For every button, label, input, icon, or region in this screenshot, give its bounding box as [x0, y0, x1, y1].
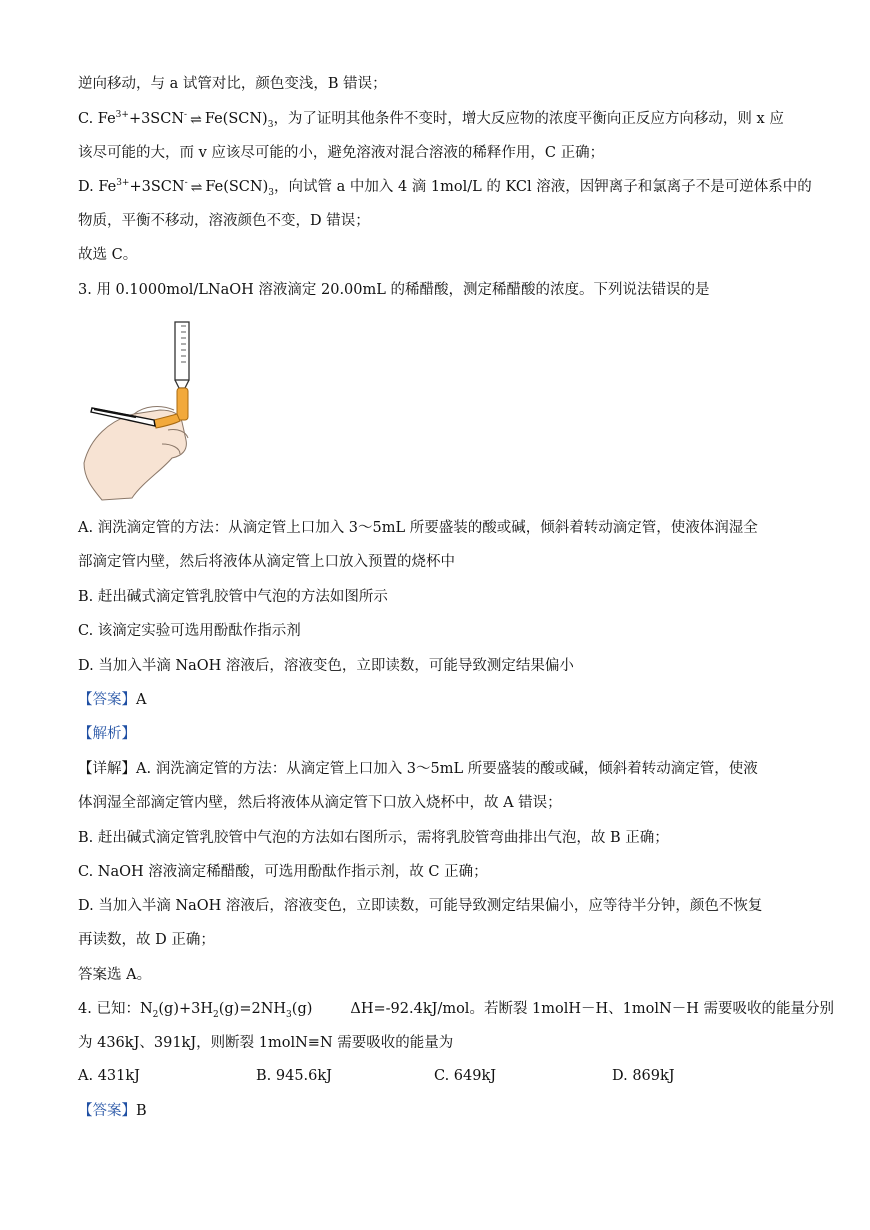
- detail-tag: 【详解】: [78, 761, 136, 777]
- text-fragment: C. Fe: [78, 111, 116, 127]
- text-fragment: +3SCN: [128, 111, 185, 127]
- superscript: -: [184, 110, 188, 121]
- option-b: B. 945.6kJ: [256, 1068, 332, 1084]
- answer-line: [78, 690, 794, 710]
- question-4-stem-line-2: 为 436kJ、391kJ，则断裂 1molN≡N 需要吸收的能量为: [78, 1035, 454, 1051]
- text-fragment: ，为了证明其他条件不变时，增大反应物的浓度平衡向正反应方向移动，则 x 应: [273, 111, 784, 127]
- text-fragment: 4. 已知：N: [78, 1001, 153, 1017]
- option-a: A. 431kJ: [78, 1068, 140, 1084]
- answer-value: A: [136, 692, 147, 708]
- text-fragment: ，向试管 a 中加入 4 滴 1mol/L 的 KCl 溶液，因钾离子和氯离子不是可逆体系中的: [273, 179, 812, 195]
- detail-line-4: C. NaOH 溶液滴定稀醋酸，可选用酚酞作指示剂，故 C 正确；: [78, 864, 488, 880]
- option-a-line-1: A. 润洗滴定管的方法：从滴定管上口加入 3～5mL 所要盛装的酸或碱，倾斜着转动滴定管，使液体润湿全: [78, 520, 758, 536]
- answer-tag: 【答案】: [78, 692, 136, 708]
- subscript: 3: [267, 119, 274, 130]
- text-fragment: (g): [291, 1001, 313, 1017]
- rubber-tube: [177, 388, 188, 420]
- answer-tag: 【答案】: [78, 1103, 136, 1119]
- subscript: 2: [213, 1009, 219, 1020]
- superscript: 3+: [115, 110, 129, 121]
- option-d: D. 当加入半滴 NaOH 溶液后，溶液变色，立即读数，可能导致测定结果偏小: [78, 658, 574, 674]
- text-line-option-c: [78, 109, 794, 130]
- text-line: 该尽可能的大，而 v 应该尽可能的小，避免溶液对混合溶液的稀释作用，C 正确；: [78, 145, 605, 161]
- text-fragment: Fe(SCN): [205, 179, 269, 195]
- burette-bubble-removal-figure: [82, 318, 202, 503]
- option-c: C. 649kJ: [434, 1068, 497, 1084]
- detail-text: A. 润洗滴定管的方法：从滴定管上口加入 3～5mL 所要盛装的酸或碱，倾斜着转动滴定管，使液: [136, 761, 758, 777]
- text-line: 逆向移动，与 a 试管对比，颜色变浅，B 错误；: [78, 76, 387, 92]
- option-c: C. 该滴定实验可选用酚酞作指示剂: [78, 623, 301, 639]
- option-b: B. 赶出碱式滴定管乳胶管中气泡的方法如图所示: [78, 589, 388, 605]
- text-line: 物质，平衡不移动，溶液颜色不变，D 错误；: [78, 213, 370, 229]
- option-d: D. 869kJ: [612, 1068, 675, 1084]
- text-fragment: (g)+3H: [158, 1001, 213, 1017]
- question-3-stem: 3. 用 0.1000mol/LNaOH 溶液滴定 20.00mL 的稀醋酸，测定稀醋酸的浓度。下列说法错误的是: [78, 282, 710, 298]
- conclusion: 答案选 A。: [78, 967, 152, 983]
- detail-line-5: D. 当加入半滴 NaOH 溶液后，溶液变色，立即读数，可能导致测定结果偏小，应等待半分钟，颜色不恢复: [78, 898, 763, 914]
- subscript: 3: [268, 187, 274, 198]
- analysis-tag: 【解析】: [78, 726, 136, 742]
- question-4-answer: [78, 1101, 794, 1121]
- answer-value: B: [136, 1103, 147, 1119]
- detail-line-2: 体润湿全部滴定管内壁，然后将液体从滴定管下口放入烧杯中，故 A 错误；: [78, 795, 562, 811]
- superscript: -: [184, 178, 188, 189]
- detail-line-6: 再读数，故 D 正确；: [78, 932, 215, 948]
- option-a-line-2: 部滴定管内壁，然后将液体从滴定管上口放入预置的烧杯中: [78, 554, 455, 570]
- question-4-stem: [78, 999, 834, 1020]
- text-fragment: ΔH=-92.4kJ/mol。若断裂 1molH－H、1molN－H 需要吸收的能量分别: [350, 1001, 834, 1017]
- text-fragment: +3SCN: [129, 179, 185, 195]
- subscript: 2: [152, 1009, 159, 1020]
- subscript: 3: [286, 1009, 292, 1020]
- equilibrium-arrow: ⇌: [190, 180, 203, 196]
- equilibrium-arrow: ⇌: [190, 112, 202, 128]
- superscript: 3+: [116, 178, 130, 189]
- text-fragment: (g)=2NH: [218, 1001, 287, 1017]
- question-4-options: [78, 1066, 794, 1086]
- detail-line-1: [78, 759, 794, 779]
- text-line: 故选 C。: [78, 247, 138, 263]
- burette-tube: [175, 322, 189, 380]
- text-fragment: Fe(SCN): [204, 111, 268, 127]
- text-fragment: D. Fe: [78, 179, 117, 195]
- detail-line-3: B. 赶出碱式滴定管乳胶管中气泡的方法如右图所示，需将乳胶管弯曲排出气泡，故 B 正确；: [78, 830, 669, 846]
- text-line-option-d: [78, 177, 812, 198]
